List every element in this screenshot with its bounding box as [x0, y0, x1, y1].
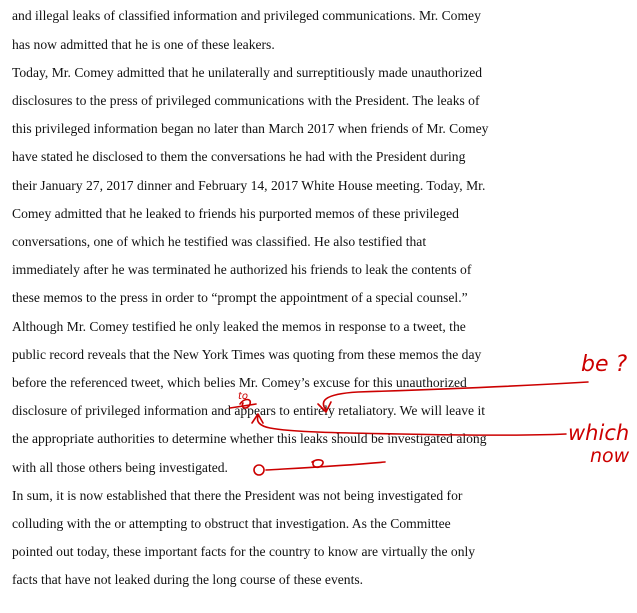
text-line-3: Today, Mr. Comey admitted that he unilaterally and surreptitiously made unauthorized [12, 65, 483, 80]
note-which: which [568, 421, 630, 445]
text-line-5: this privileged information began no later than March 2017 when friends of Mr. Comey [12, 121, 489, 136]
period-circle [254, 465, 264, 475]
text-line-11: these memos to the press in order to “prompt the appointment of a special counsel.” [12, 290, 468, 305]
text-line-15: disclosure of privileged information and appears to entirely retaliatory. We will leave it [12, 403, 486, 418]
text-line-17: with all those others being investigated. [12, 460, 228, 475]
text-line-4: disclosures to the press of privileged communications with the President. The leaks of [12, 93, 480, 108]
text-line-8: Comey admitted that he leaked to friends his purported memos of these privileged [12, 206, 459, 221]
text-line-12: Although Mr. Comey testified he only leaked the memos in response to a tweet, the [12, 319, 466, 334]
period-loop [312, 460, 323, 467]
note-be: be ? [581, 352, 628, 377]
text-line-7: their January 27, 2017 dinner and February 14, 2017 White House meeting. Today, Mr. [12, 178, 486, 193]
text-line-19: colluding with the or attempting to obstruct that investigation. As the Committee [12, 516, 451, 531]
note-now: now [590, 445, 630, 467]
text-line-1: and illegal leaks of classified information and privileged communications. Mr. Comey [12, 8, 481, 23]
text-line-21: facts that have not leaked during the long course of these events. [12, 572, 364, 587]
note-to: to [238, 391, 249, 402]
text-line-2: has now admitted that he is one of these leakers. [12, 37, 275, 52]
text-line-20: pointed out today, these important facts for the country to know are virtually the only [12, 544, 476, 559]
text-line-9: conversations, one of which he testified was classified. He also testified that [12, 234, 427, 249]
text-line-13: public record reveals that the New York Times was quoting from these memos the day [12, 347, 482, 362]
text-line-6: have stated he disclosed to them the conversations he had with the President during [12, 149, 466, 164]
text-line-10: immediately after he was terminated he authorized his friends to leak the contents of [12, 262, 472, 277]
text-line-16: the appropriate authorities to determine whether this leaks should be investigated along [12, 431, 487, 446]
text-line-18: In sum, it is now established that there the President was not being investigated for [12, 488, 463, 503]
text-line-14: before the referenced tweet, which belies Mr. Comey’s excuse for this unauthorized [12, 375, 467, 390]
period-extension-line [266, 462, 385, 470]
